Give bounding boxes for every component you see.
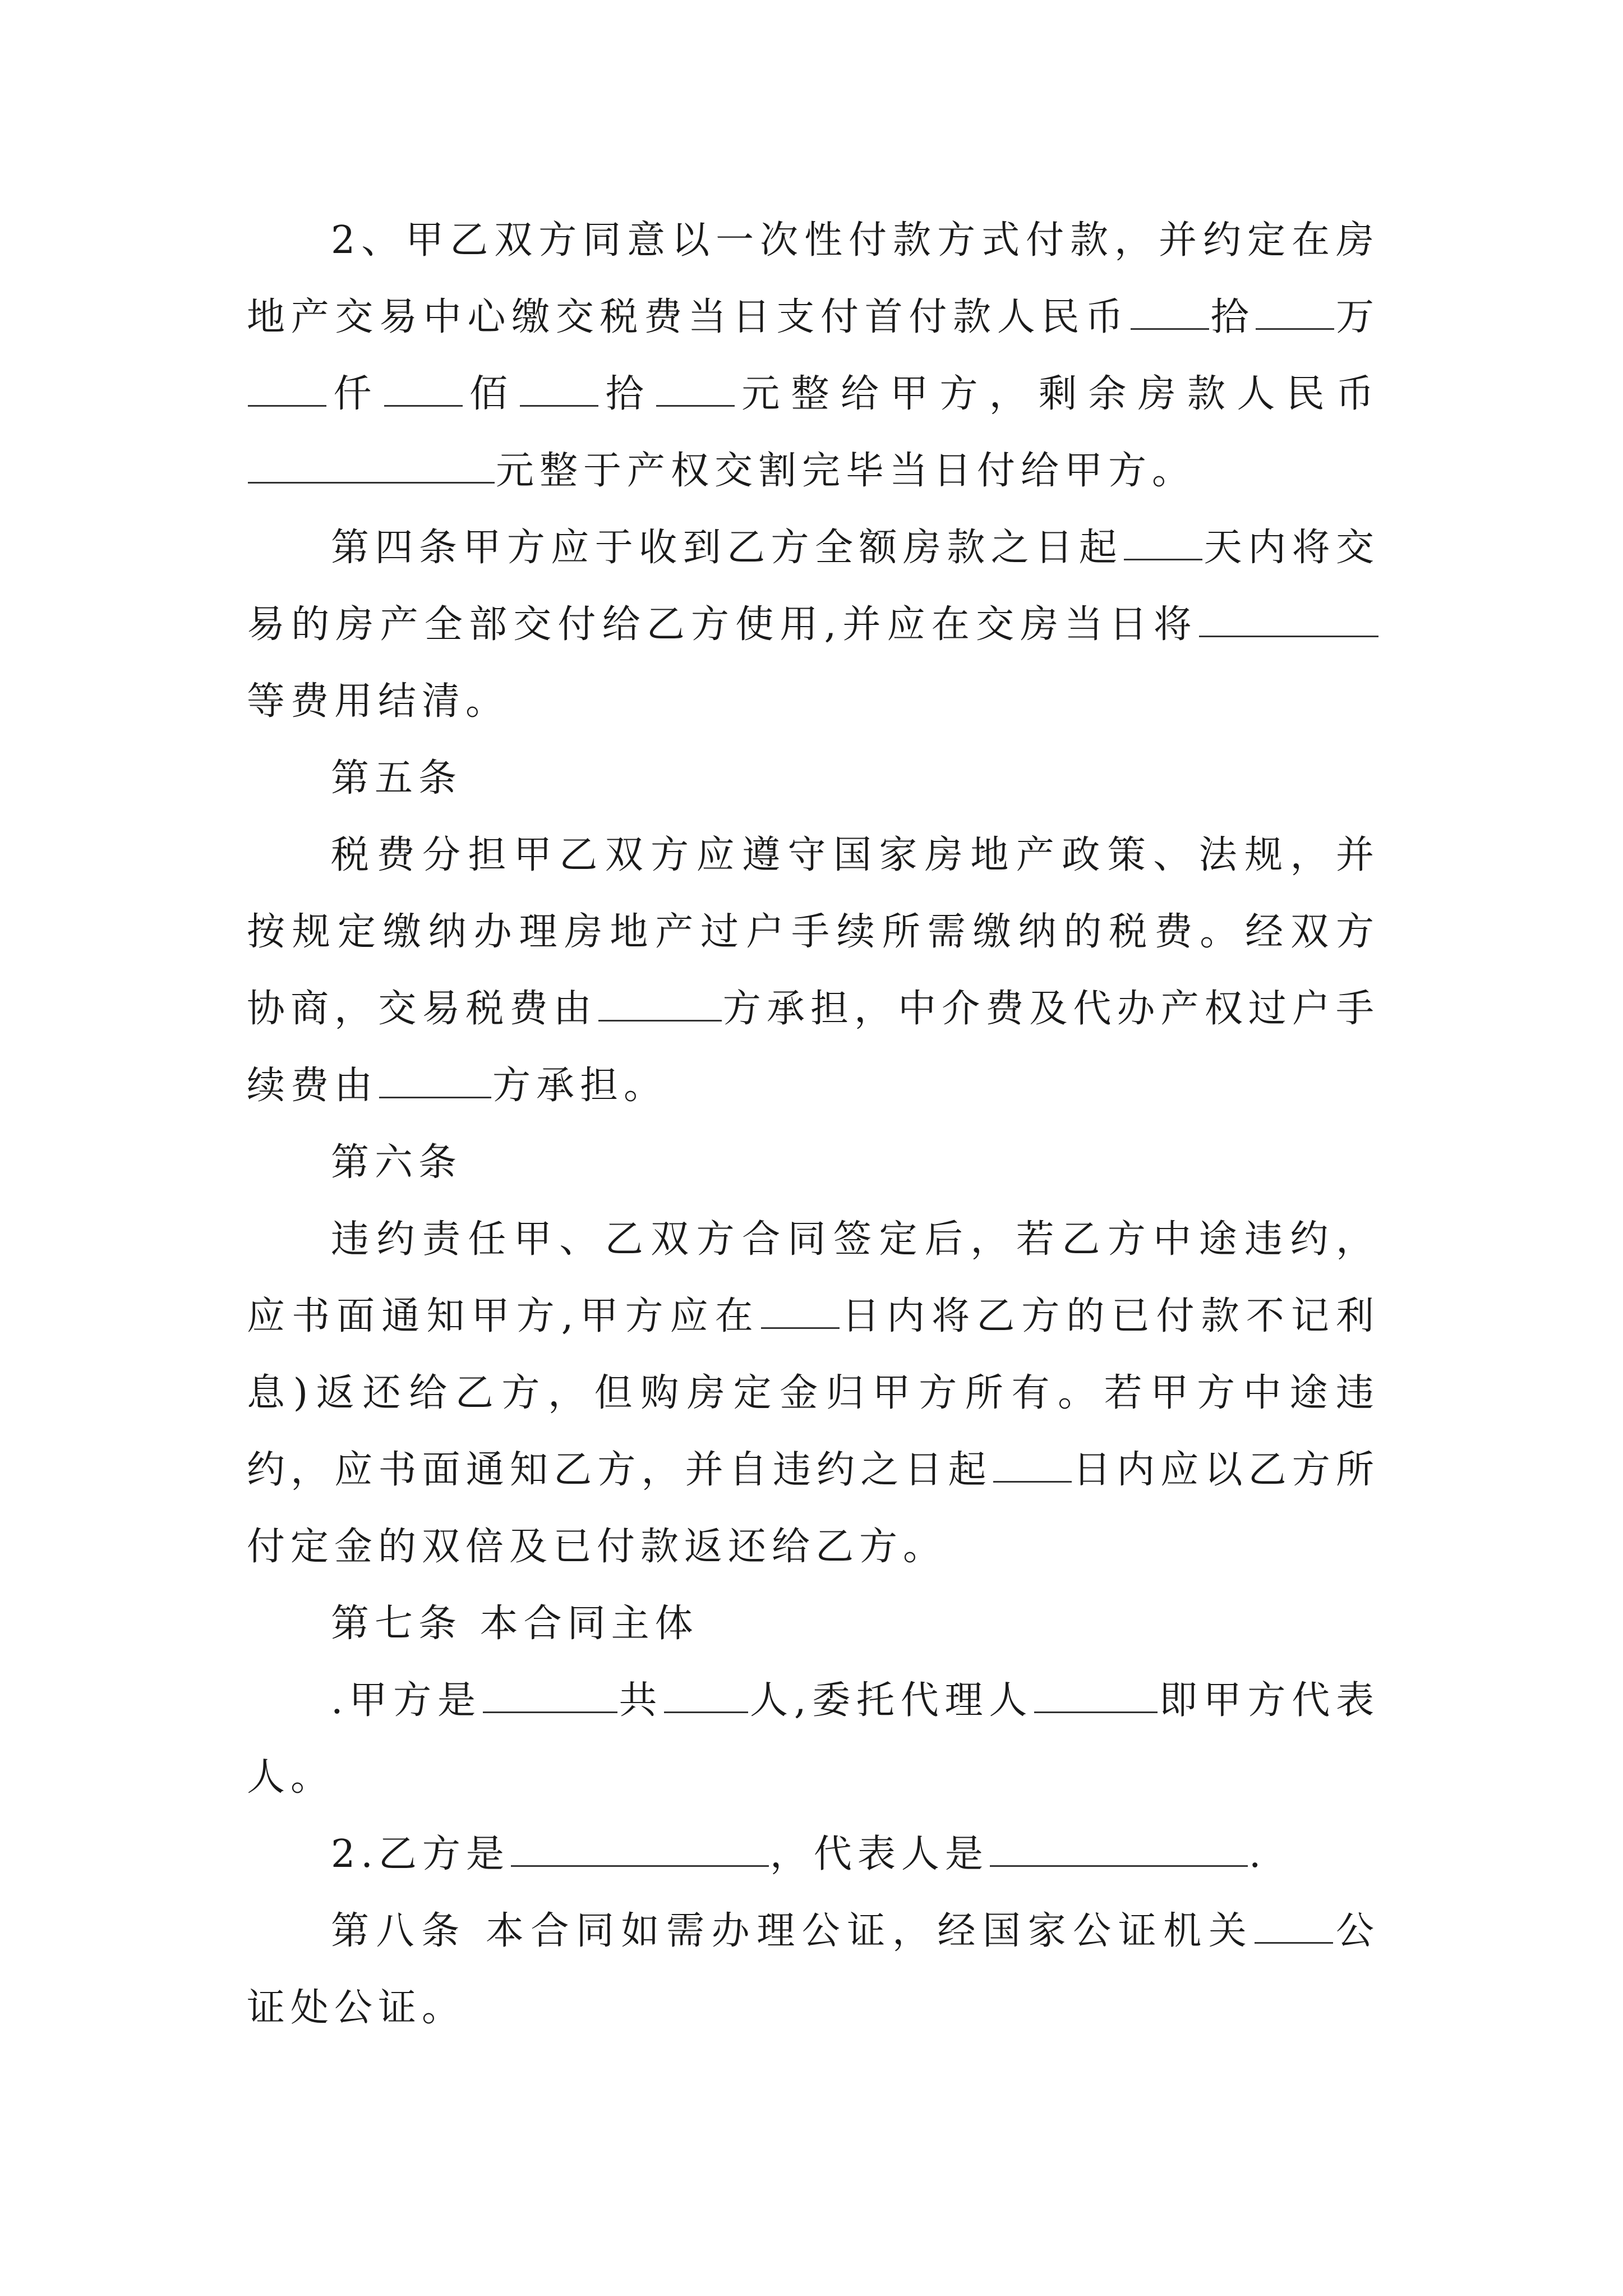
blank-field (1034, 1676, 1158, 1713)
clause-6-text-a: 违约责任甲、乙双方合同签定后，若乙方中途违约，应书面通知甲方,甲方应在 (247, 1217, 1380, 1338)
payment-mid-text: 元整给甲方，剩余房款人民币 (735, 372, 1380, 416)
unit-wan: 万 (1335, 295, 1380, 339)
clause-7-party-b (247, 1816, 1380, 1893)
contract-body (247, 202, 1380, 2046)
party-a-label: .甲方是 (331, 1678, 482, 1723)
blank-field (1131, 292, 1209, 330)
blank-field (248, 446, 495, 484)
clause-4-text-a: 第四条甲方应于收到乙方全额房款之日起 (331, 526, 1123, 570)
blank-field (598, 984, 722, 1022)
clause-5-text-a: 税费分担甲乙双方应遵守国家房地产政策、法规，并按规定缴纳办理房地产过户手续所需缴纳的税费。经双方协商，交易税费由 (247, 833, 1380, 1031)
blank-field (248, 369, 326, 407)
blank-field (664, 1676, 748, 1713)
clause-5-heading: 第五条 (331, 756, 463, 800)
clause-3-payment-paragraph (247, 202, 1380, 509)
blank-field (511, 1829, 769, 1867)
party-b-period: . (1248, 1832, 1267, 1876)
clause-8-paragraph (247, 1893, 1380, 2046)
clause-7-heading: 第七条 本合同主体 (331, 1602, 699, 1646)
clause-5-text-c: 方承担。 (492, 1064, 668, 1108)
clause-8-text-b: 公证处公证。 (247, 1909, 1380, 2030)
blank-field (993, 1445, 1072, 1483)
blank-field (1256, 292, 1334, 330)
blank-field (1124, 523, 1202, 560)
party-b-representative-label: ，代表人是 (769, 1832, 989, 1876)
clause-6-text-b: 日内将乙方的已付款不记利息)返还给乙方，但购房定金归甲方所有。若甲方中途违约，应书面通知乙方，并自违约之日起 (247, 1294, 1380, 1492)
blank-field (1255, 1906, 1333, 1944)
clause-7-party-a (247, 1662, 1380, 1816)
blank-field (483, 1676, 617, 1713)
unit-shi-2: 拾 (600, 372, 655, 416)
payment-tail-text: 元整于产权交割完毕当日付给甲方。 (496, 449, 1196, 493)
clause-6-text-c: 日内应以乙方所付定金的双倍及已付款返还给乙方。 (247, 1448, 1380, 1569)
clause-4-text-b: 天内将交易的房产全部交付给乙方使用,并应在交房当日将 (247, 526, 1380, 647)
unit-qian: 仟 (328, 372, 383, 416)
unit-bai: 佰 (463, 372, 519, 416)
payment-lead-text: 2、甲乙双方同意以一次性付款方式付款，并约定在房地产交易中心缴交税费当日支付首付款人民币 (247, 218, 1380, 339)
blank-field (990, 1829, 1248, 1867)
party-a-count-label: 共 (618, 1678, 663, 1723)
clause-8-text-a: 第八条 本合同如需办理公证，经国家公证机关 (331, 1909, 1254, 1953)
clause-4-paragraph (247, 509, 1380, 740)
party-b-label: 2.乙方是 (331, 1832, 510, 1876)
blank-field (384, 369, 463, 407)
blank-field (1199, 600, 1378, 637)
clause-6-heading: 第六条 (331, 1140, 463, 1185)
blank-field (520, 369, 598, 407)
party-a-agent-label: 人,委托代理人 (749, 1678, 1034, 1723)
clause-6-paragraph (247, 1201, 1380, 1585)
blank-field (761, 1291, 840, 1329)
clause-5-paragraph (247, 817, 1380, 1124)
blank-field (656, 369, 735, 407)
clause-5-text-b: 方承担，中介费及代办产权过户手续费由 (247, 987, 1380, 1108)
blank-field (379, 1061, 491, 1098)
clause-4-text-c: 等费用结清。 (247, 679, 510, 724)
party-a-representative-text: 即甲方代表人。 (247, 1678, 1380, 1800)
unit-shi: 拾 (1210, 295, 1255, 339)
